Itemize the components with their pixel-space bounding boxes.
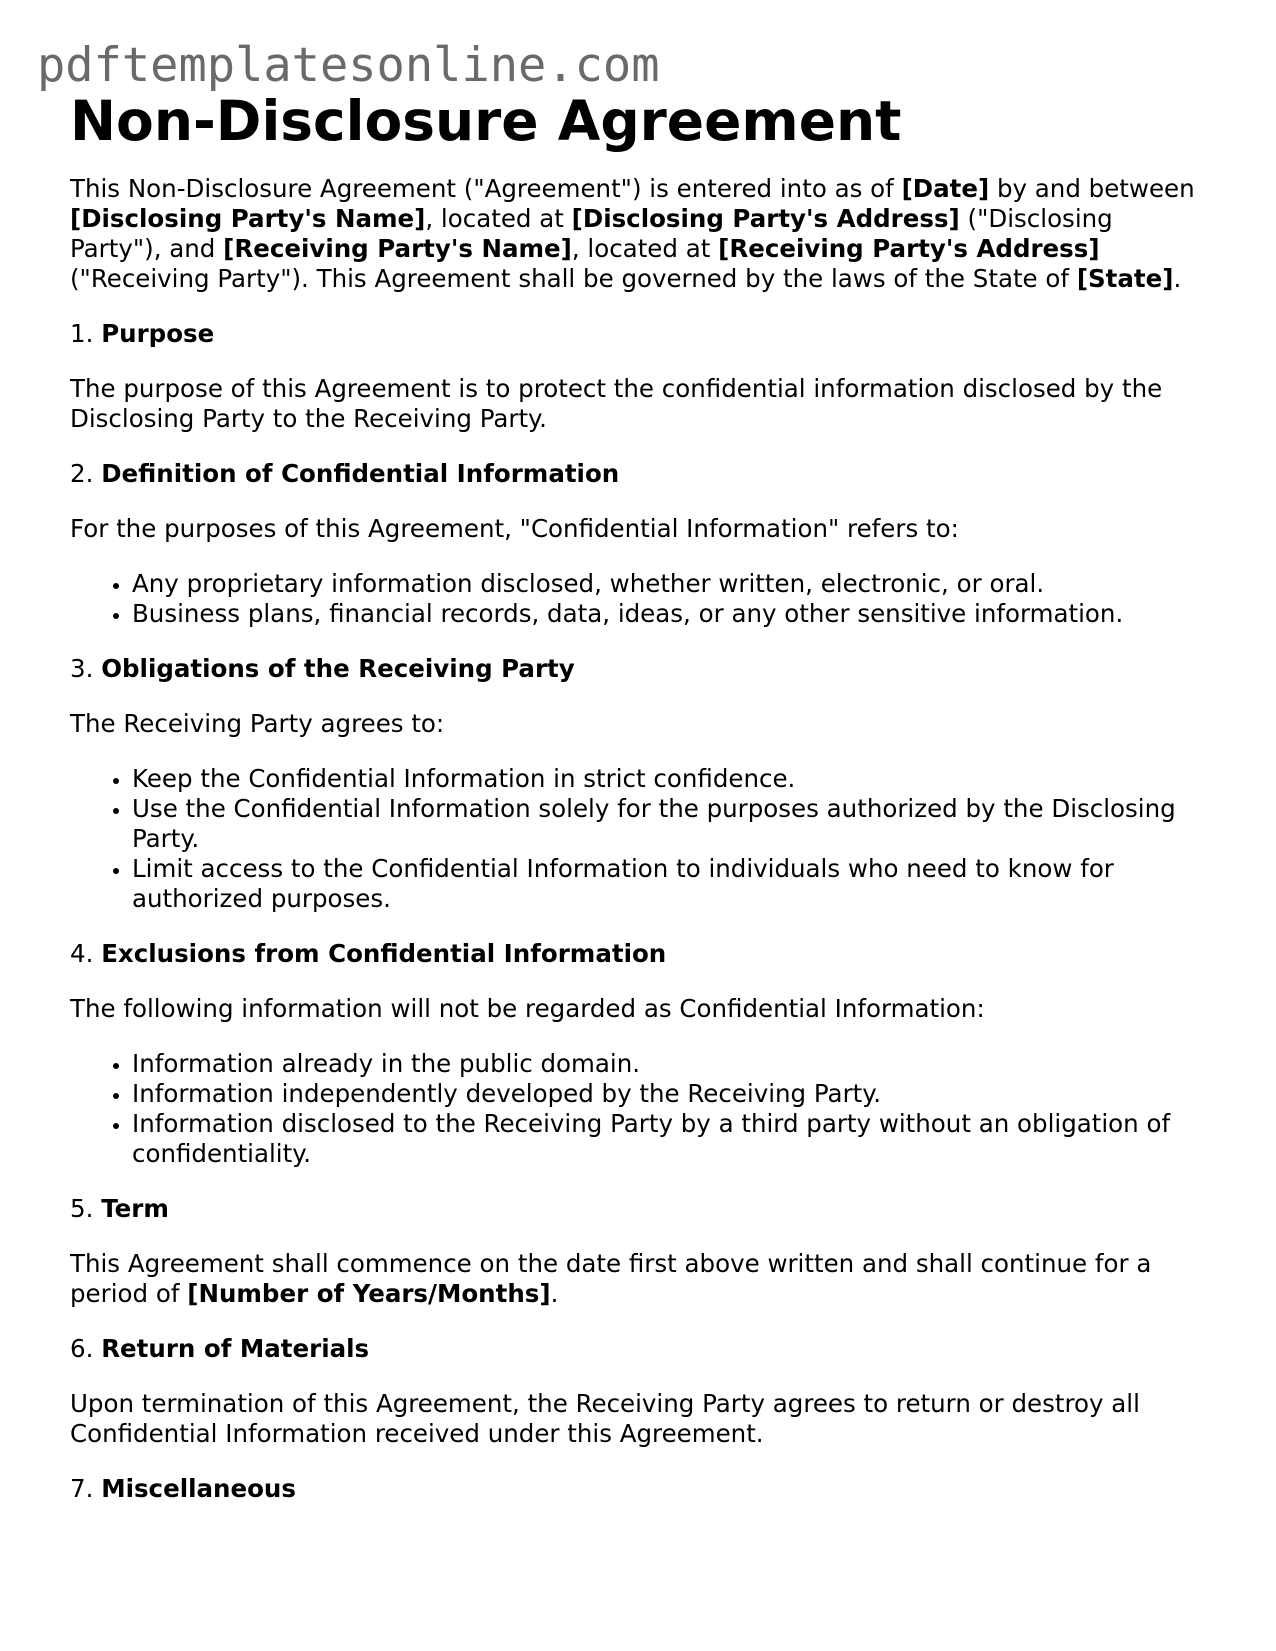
section-body: Upon termination of this Agreement, the Receiving Party agrees to return or destroy all Confidential Information received under this Agreement.	[70, 1389, 1140, 1448]
document-title: Non-Disclosure Agreement	[70, 89, 902, 153]
section-title: Definition of Confidential Information	[101, 459, 620, 488]
list-item: • Business plans, financial records, data, ideas, or any other sensitive information.	[132, 599, 1210, 629]
section-heading-exclusions	[70, 939, 1210, 969]
bullet-list	[70, 1049, 1210, 1169]
intro-text: This Non-Disclosure Agreement ("Agreement") is entered into as of	[70, 174, 902, 203]
section-number: 6.	[70, 1334, 94, 1363]
section-title: Exclusions from Confidential Information	[101, 939, 667, 968]
intro-text: by and between	[989, 174, 1195, 203]
state-placeholder: [State]	[1076, 264, 1174, 293]
intro-text: ("Disclosing Party"), and	[70, 204, 1113, 263]
list-item: • Information disclosed to the Receiving Party by a third party without an obligation of confidentiality.	[132, 1109, 1210, 1169]
term-text: This Agreement shall commence on the date first above written and shall continue for a period of	[70, 1249, 1152, 1308]
bullet-list	[70, 764, 1210, 914]
list-item: • Any proprietary information disclosed, whether written, electronic, or oral.	[132, 569, 1210, 599]
date-placeholder: [Date]	[901, 174, 990, 203]
section-body: For the purposes of this Agreement, "Confidential Information" refers to:	[70, 514, 959, 543]
term-text-end: .	[550, 1279, 559, 1308]
section-number: 4.	[70, 939, 94, 968]
list-item: • Keep the Confidential Information in strict confidence.	[132, 764, 1210, 794]
receiving-name-placeholder: [Receiving Party's Name]	[223, 234, 572, 263]
intro-text: , located at	[425, 204, 572, 233]
list-item: • Information already in the public domain.	[132, 1049, 1210, 1079]
intro-text: ("Receiving Party"). This Agreement shall be governed by the laws of the State of	[70, 264, 1077, 293]
intro-text: .	[1173, 264, 1182, 293]
section-number: 1.	[70, 319, 94, 348]
section-title: Term	[101, 1194, 169, 1223]
section-number: 5.	[70, 1194, 94, 1223]
section-heading-purpose	[70, 319, 1210, 349]
section-number: 2.	[70, 459, 94, 488]
disclosing-name-placeholder: [Disclosing Party's Name]	[70, 204, 426, 233]
disclosing-address-placeholder: [Disclosing Party's Address]	[571, 204, 960, 233]
watermark-text: pdftemplatesonline.com	[37, 38, 660, 93]
section-heading-term	[70, 1194, 1210, 1224]
list-item: • Information independently developed by the Receiving Party.	[132, 1079, 1210, 1109]
bullet-list	[70, 569, 1210, 629]
list-item: • Use the Confidential Information solely for the purposes authorized by the Disclosing Party.	[132, 794, 1210, 854]
section-title: Obligations of the Receiving Party	[101, 654, 575, 683]
receiving-address-placeholder: [Receiving Party's Address]	[718, 234, 1100, 263]
section-heading-return	[70, 1334, 1210, 1364]
section-title: Return of Materials	[101, 1334, 370, 1363]
section-body: The following information will not be regarded as Confidential Information:	[70, 994, 985, 1023]
section-title: Miscellaneous	[101, 1474, 296, 1503]
list-item: • Limit access to the Confidential Information to individuals who need to know for authorized purposes.	[132, 854, 1210, 914]
intro-paragraph	[70, 174, 1210, 294]
section-heading-obligations	[70, 654, 1210, 684]
section-heading-miscellaneous	[70, 1474, 1210, 1504]
section-number: 7.	[70, 1474, 94, 1503]
term-length-placeholder: [Number of Years/Months]	[187, 1279, 551, 1308]
section-title: Purpose	[101, 319, 215, 348]
section-body: The Receiving Party agrees to:	[70, 709, 445, 738]
section-body: The purpose of this Agreement is to protect the confidential information disclosed by the Disclosing Party to the Receiving Party.	[70, 374, 1163, 433]
section-body	[70, 1249, 1210, 1309]
document	[70, 86, 1210, 1504]
intro-text: , located at	[571, 234, 719, 263]
section-number: 3.	[70, 654, 94, 683]
section-heading-definition	[70, 459, 1210, 489]
